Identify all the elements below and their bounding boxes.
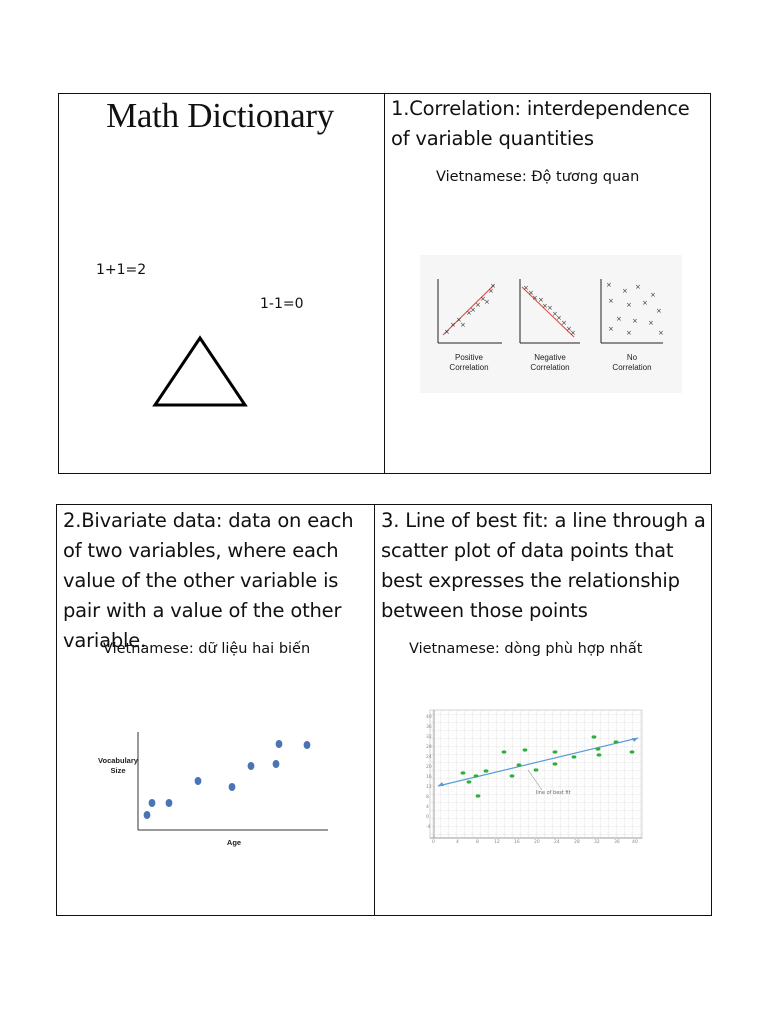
svg-text:×: × — [484, 298, 490, 306]
equation-addition: 1+1=2 — [96, 262, 147, 278]
best-fit-figure — [424, 706, 644, 844]
svg-text:×: × — [642, 299, 648, 307]
svg-text:×: × — [556, 314, 562, 322]
svg-text:×: × — [444, 328, 450, 336]
svg-text:8: 8 — [426, 795, 429, 800]
term-best-fit-heading: 3. Line of best fit: a line through a scatter plot of data points that best expresses the relationship between those points — [381, 509, 706, 622]
svg-text:20: 20 — [534, 840, 540, 844]
svg-text:40: 40 — [426, 715, 432, 720]
svg-text:×: × — [488, 287, 494, 295]
svg-text:×: × — [450, 321, 456, 329]
panel-none-label-1: No — [626, 353, 638, 362]
svg-text:16: 16 — [514, 840, 520, 844]
panel-none-label-2: Correlation — [612, 363, 652, 372]
equation-subtraction: 1-1=0 — [260, 296, 304, 312]
triangle-icon — [150, 333, 250, 411]
correlation-figure — [420, 255, 682, 393]
svg-text:×: × — [552, 310, 558, 318]
panel-negative-label-1: Negative — [534, 353, 566, 362]
card-top-divider — [384, 93, 385, 474]
term-best-fit-vietnamese: Vietnamese: dòng phù hợp nhất — [409, 641, 643, 657]
best-fit-annotation: line of best fit — [536, 790, 571, 796]
bivariate-ylabel-1: Vocabulary — [98, 756, 138, 765]
best-fit-x-ticks — [432, 839, 638, 844]
svg-text:×: × — [532, 294, 538, 302]
svg-text:×: × — [608, 325, 614, 333]
svg-text:×: × — [656, 307, 662, 315]
svg-text:28: 28 — [426, 745, 432, 750]
svg-text:12: 12 — [494, 840, 500, 844]
svg-text:×: × — [523, 284, 529, 292]
svg-text:×: × — [528, 289, 534, 297]
svg-text:×: × — [632, 317, 638, 325]
bivariate-figure — [86, 726, 336, 852]
svg-text:36: 36 — [426, 725, 432, 730]
svg-text:×: × — [460, 321, 466, 329]
svg-text:×: × — [475, 301, 481, 309]
svg-text:32: 32 — [594, 840, 600, 844]
svg-text:×: × — [658, 329, 664, 337]
term-correlation-vietnamese: Vietnamese: Độ tương quan — [436, 169, 640, 185]
svg-text:×: × — [616, 315, 622, 323]
page-title: Math Dictionary — [106, 96, 334, 135]
svg-text:×: × — [480, 295, 486, 303]
svg-text:×: × — [542, 302, 548, 310]
svg-text:×: × — [626, 329, 632, 337]
term-correlation-heading: 1.Correlation: interdependence of variable quantities — [391, 97, 690, 150]
svg-text:×: × — [608, 297, 614, 305]
term-bivariate-vietnamese: Vietnamese: dữ liệu hai biến — [103, 641, 311, 657]
svg-text:×: × — [470, 306, 476, 314]
svg-text:×: × — [570, 329, 576, 337]
svg-text:28: 28 — [574, 840, 580, 844]
svg-text:×: × — [561, 319, 567, 327]
svg-text:×: × — [650, 291, 656, 299]
svg-text:×: × — [566, 325, 572, 333]
svg-text:×: × — [547, 304, 553, 312]
svg-text:×: × — [648, 319, 654, 327]
svg-text:24: 24 — [426, 755, 432, 760]
svg-text:0: 0 — [426, 815, 429, 820]
svg-text:-4: -4 — [426, 825, 431, 830]
svg-text:×: × — [606, 281, 612, 289]
bivariate-ylabel-2: Size — [110, 766, 126, 775]
svg-text:12: 12 — [426, 785, 432, 790]
svg-text:8: 8 — [476, 840, 479, 844]
term-bivariate-heading: 2.Bivariate data: data on each of two variables, where each value of the other variable is pair with a value of the other variable. — [63, 509, 354, 652]
svg-text:36: 36 — [614, 840, 620, 844]
svg-text:16: 16 — [426, 775, 432, 780]
svg-text:×: × — [466, 309, 472, 317]
svg-text:40: 40 — [632, 840, 638, 844]
svg-text:20: 20 — [426, 765, 432, 770]
svg-text:×: × — [538, 296, 544, 304]
svg-text:4: 4 — [456, 840, 459, 844]
svg-text:×: × — [490, 282, 496, 290]
svg-text:×: × — [622, 287, 628, 295]
svg-text:×: × — [626, 301, 632, 309]
svg-text:32: 32 — [426, 735, 432, 740]
svg-text:4: 4 — [426, 805, 429, 810]
svg-text:×: × — [456, 316, 462, 324]
bivariate-points — [144, 740, 311, 819]
card-bottom-divider — [374, 504, 375, 916]
panel-positive-label-2: Correlation — [449, 363, 489, 372]
svg-text:24: 24 — [554, 840, 560, 844]
bivariate-xlabel: Age — [226, 838, 242, 847]
panel-positive-label-1: Positive — [454, 353, 484, 362]
svg-text:×: × — [635, 283, 641, 291]
panel-negative-label-2: Correlation — [530, 363, 570, 372]
svg-text:0: 0 — [432, 840, 435, 844]
